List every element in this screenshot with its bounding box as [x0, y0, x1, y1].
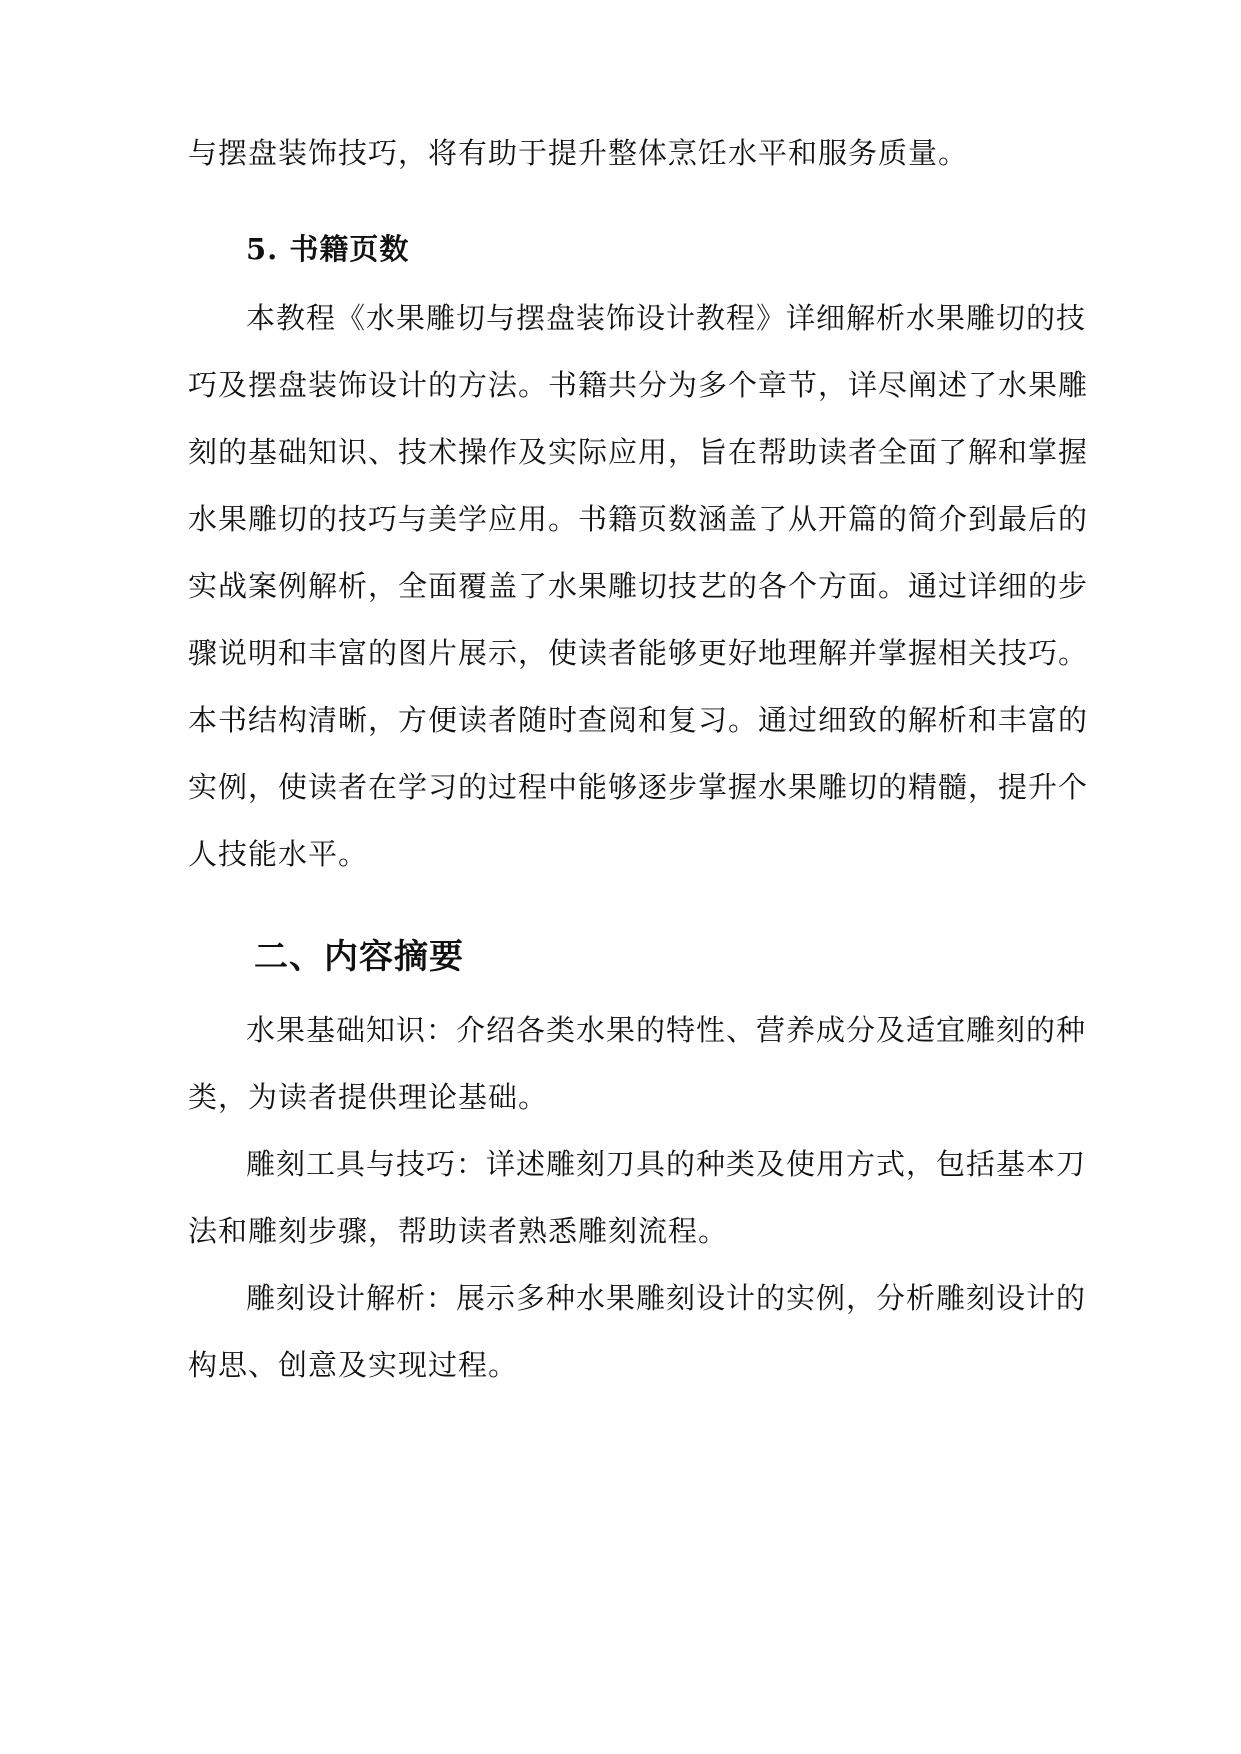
- summary-line: 雕刻设计解析：展示多种水果雕刻设计的实例，分析雕刻设计的: [246, 1281, 1087, 1315]
- paragraph-line: 刻的基础知识、技术操作及实际应用，旨在帮助读者全面了解和掌握: [188, 435, 1089, 469]
- paragraph-line: 水果雕切的技巧与美学应用。书籍页数涵盖了从开篇的简介到最后的: [188, 502, 1089, 536]
- paragraph-line: 人技能水平。: [188, 837, 369, 871]
- paragraph-line: 本书结构清晰，方便读者随时查阅和复习。通过细致的解析和丰富的: [188, 703, 1089, 737]
- paragraph-line: 巧及摆盘装饰设计的方法。书籍共分为多个章节，详尽阐述了水果雕: [188, 368, 1089, 402]
- summary-line: 构思、创意及实现过程。: [188, 1348, 519, 1382]
- summary-line: 法和雕刻步骤，帮助读者熟悉雕刻流程。: [188, 1214, 729, 1248]
- paragraph-line: 实战案例解析，全面覆盖了水果雕切技艺的各个方面。通过详细的步: [188, 569, 1089, 603]
- paragraph-line: 骤说明和丰富的图片展示，使读者能够更好地理解并掌握相关技巧。: [188, 636, 1089, 670]
- summary-line: 水果基础知识：介绍各类水果的特性、营养成分及适宜雕刻的种: [246, 1013, 1087, 1047]
- paragraph-line: 本教程《水果雕切与摆盘装饰设计教程》详细解析水果雕切的技: [246, 301, 1087, 335]
- continuation-line: 与摆盘装饰技巧，将有助于提升整体烹饪水平和服务质量。: [188, 136, 969, 170]
- section-heading-book-pages: 5. 书籍页数: [246, 232, 410, 266]
- summary-line: 雕刻工具与技巧：详述雕刻刀具的种类及使用方式，包括基本刀: [246, 1147, 1087, 1181]
- summary-line: 类，为读者提供理论基础。: [188, 1080, 549, 1114]
- chapter-heading-content-summary: 二、内容摘要: [254, 937, 464, 977]
- paragraph-line: 实例，使读者在学习的过程中能够逐步掌握水果雕切的精髓，提升个: [188, 770, 1089, 804]
